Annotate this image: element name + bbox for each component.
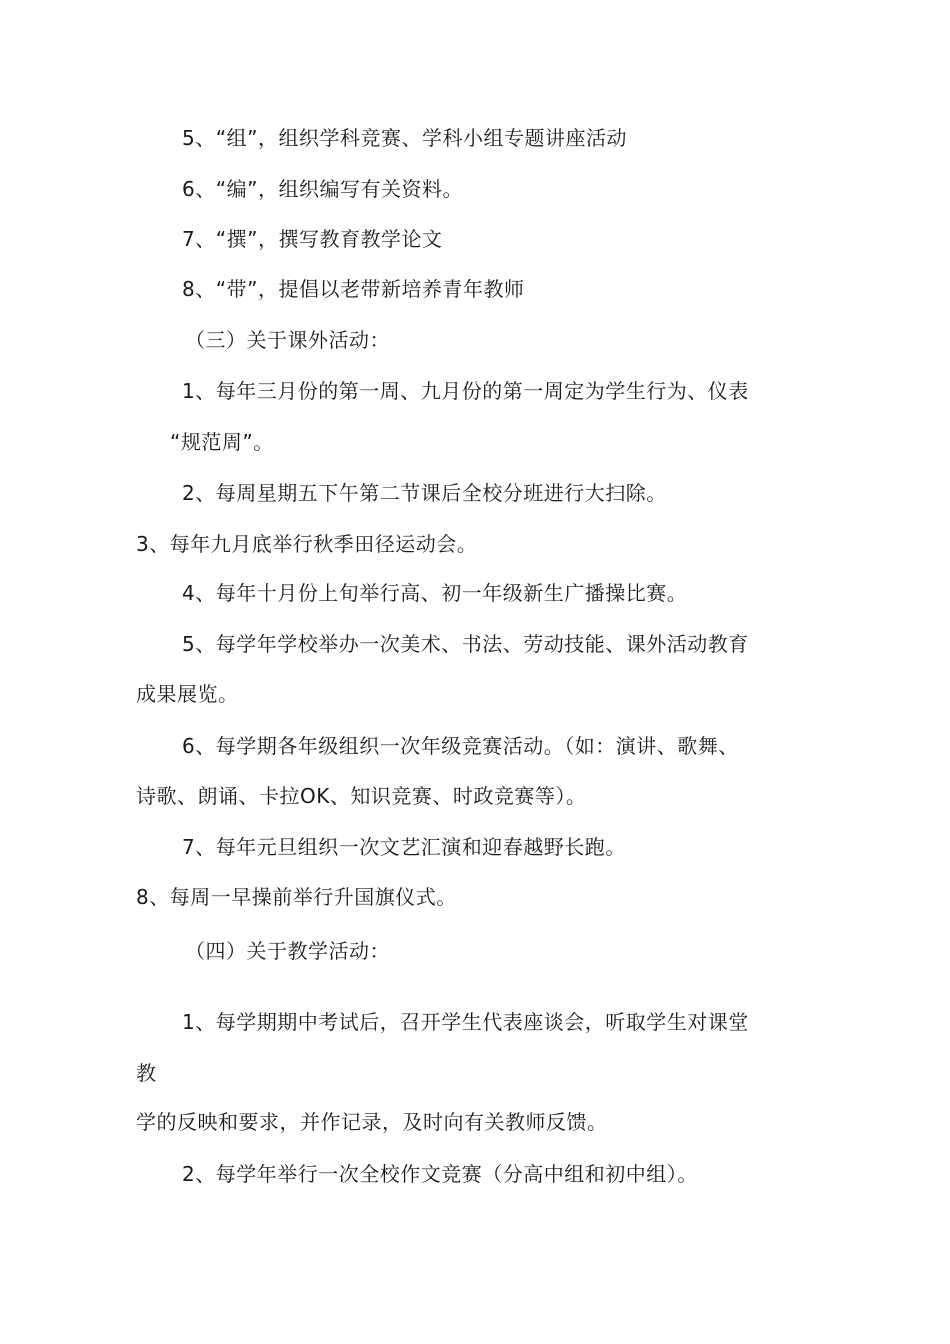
- text-line: 7、每年元旦组织一次文艺汇演和迎春越野长跑。: [182, 835, 626, 859]
- text-line: 2、每周星期五下午第二节课后全校分班进行大扫除。: [182, 481, 667, 505]
- text-line: 1、每学期期中考试后，召开学生代表座谈会，听取学生对课堂: [182, 1010, 749, 1034]
- text-line: 7、“撰”，撰写教育教学论文: [182, 227, 443, 251]
- text-line: 教: [136, 1061, 157, 1085]
- section-heading: （三）关于课外活动：: [185, 328, 390, 352]
- text-line: 2、每学年举行一次全校作文竞赛（分高中组和初中组）。: [182, 1162, 698, 1186]
- text-line: 6、“编”，组织编写有关资料。: [182, 177, 463, 201]
- text-line: 诗歌、朗诵、卡拉OK、知识竞赛、时政竞赛等）。: [136, 784, 587, 808]
- text-line: 5、“组”，组织学科竞赛、学科小组专题讲座活动: [182, 126, 627, 150]
- text-line: 4、每年十月份上旬举行高、初一年级新生广播操比赛。: [182, 581, 688, 605]
- text-line: 3、每年九月底举行秋季田径运动会。: [136, 532, 478, 556]
- text-line: “规范周”。: [170, 430, 274, 454]
- text-line: 8、每周一早操前举行升国旗仪式。: [136, 885, 457, 909]
- text-line: 5、每学年学校举办一次美术、书法、劳动技能、课外活动教育: [182, 632, 749, 656]
- text-line: 6、每学期各年级组织一次年级竞赛活动。（如：演讲、歌舞、: [182, 734, 739, 758]
- section-heading: （四）关于教学活动：: [185, 939, 390, 963]
- text-line: 学的反映和要求，并作记录，及时向有关教师反馈。: [136, 1110, 608, 1134]
- text-line: 1、每年三月份的第一周、九月份的第一周定为学生行为、仪表: [182, 379, 749, 403]
- text-line: 8、“带”，提倡以老带新培养青年教师: [182, 277, 525, 301]
- text-line: 成果展览。: [136, 682, 239, 706]
